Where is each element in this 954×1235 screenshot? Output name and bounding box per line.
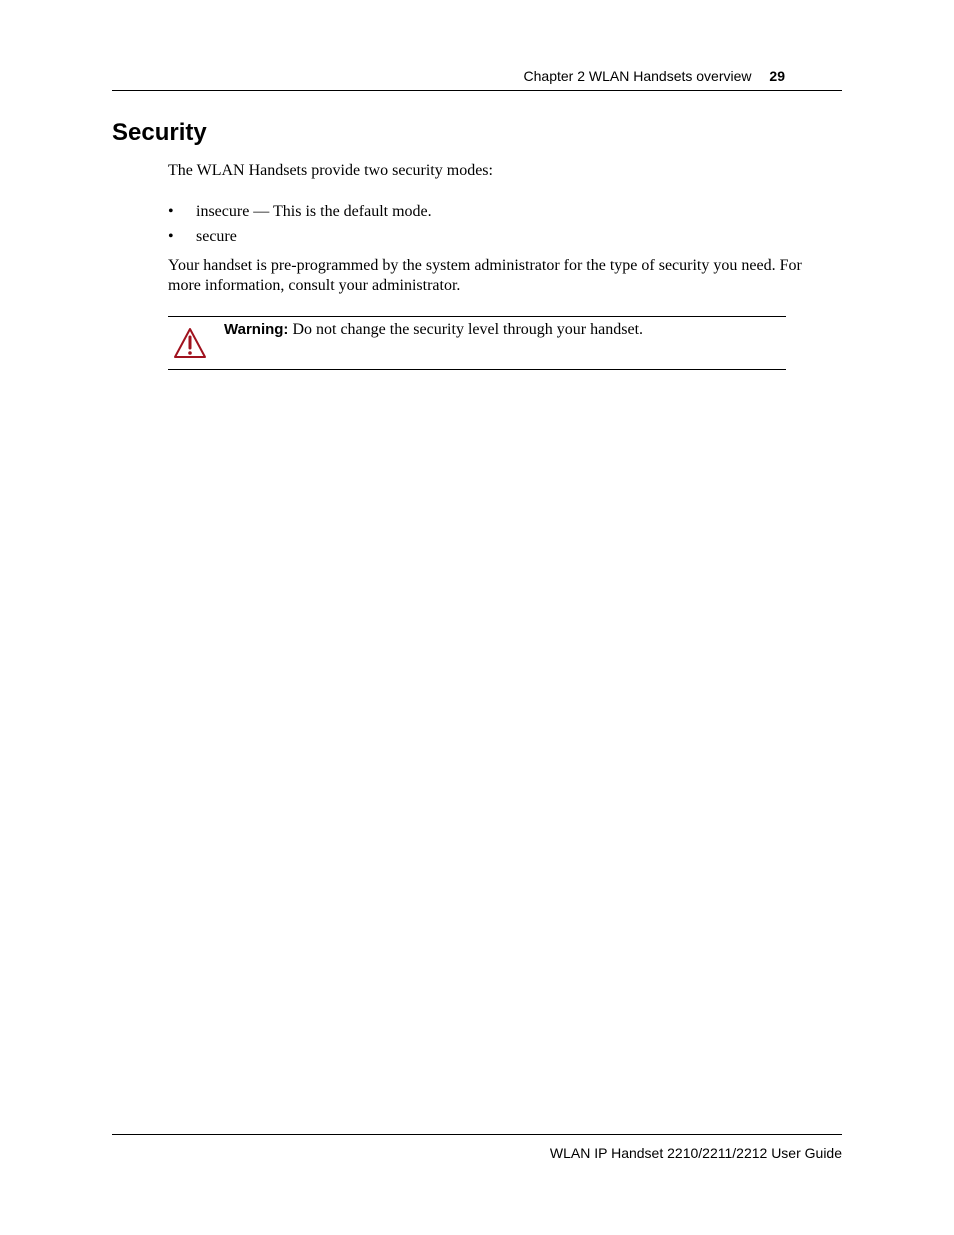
page-header xyxy=(112,68,842,91)
header-text xyxy=(524,68,785,84)
warning-message: Do not change the security level through your handset. xyxy=(292,321,644,338)
warning-label: Warning: xyxy=(224,321,289,338)
page-number: 29 xyxy=(769,68,785,84)
bullet-icon: • xyxy=(168,203,174,220)
warning-box xyxy=(168,316,786,370)
security-modes-list xyxy=(168,202,432,252)
list-item-text: insecure — This is the default mode. xyxy=(196,203,432,220)
page-footer xyxy=(112,1134,842,1161)
list-item xyxy=(168,227,432,252)
header-chapter: Chapter 2 WLAN Handsets overview xyxy=(523,68,752,84)
warning-text xyxy=(224,320,643,340)
bullet-icon: • xyxy=(168,228,174,245)
body-paragraph: Your handset is pre-programmed by the system administrator for the type of security you need. For more information, consult your administrator. xyxy=(168,257,802,294)
footer-text: WLAN IP Handset 2210/2211/2212 User Guide xyxy=(549,1145,842,1161)
intro-paragraph: The WLAN Handsets provide two security modes: xyxy=(168,162,493,179)
list-item-text: secure xyxy=(196,228,237,245)
section-title: Security xyxy=(112,119,207,146)
list-item xyxy=(168,202,432,227)
warning-triangle-icon xyxy=(173,327,207,359)
